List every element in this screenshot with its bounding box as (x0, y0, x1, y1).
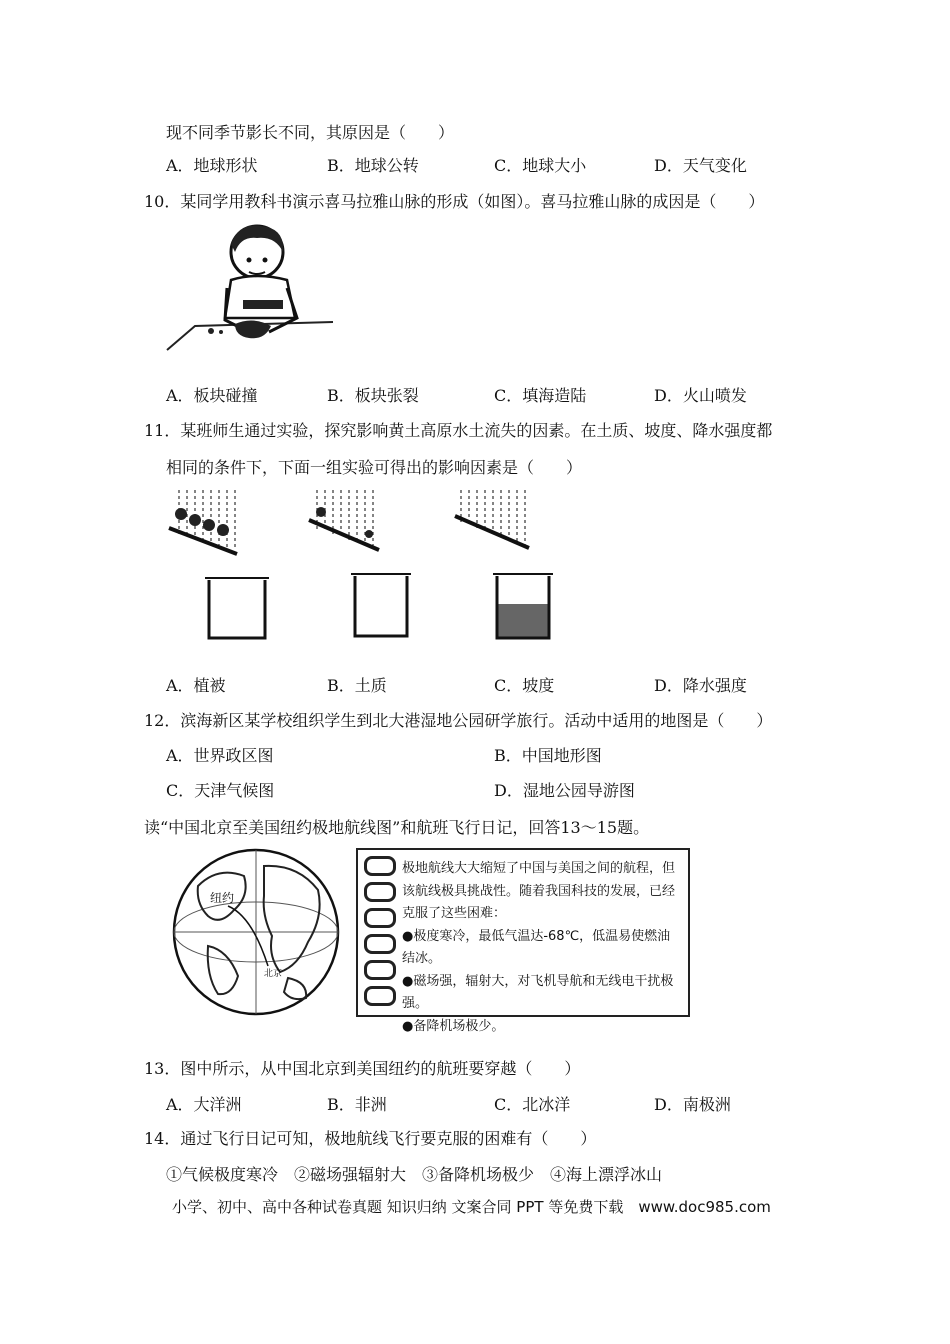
q12-option-a: A．世界政区图 (166, 746, 274, 765)
q9-option-a: A．地球形状 (166, 156, 258, 175)
notebook-ring (364, 986, 396, 1006)
diary-bullet-magnetic: ●磁场强，辐射大，对飞机导航和无线电干扰极强。 (402, 973, 674, 1011)
erosion-experiment-figure (165, 488, 565, 644)
q9-option-c: C．地球大小 (494, 156, 587, 175)
q11-option-c: C．坡度 (494, 676, 555, 695)
q14-items: ①气候极度寒冷 ②磁场强辐射大 ③备降机场极少 ④海上漂浮冰山 (166, 1165, 663, 1184)
q11-stem-line2: 相同的条件下，下面一组实验可得出的影响因素是（ ） (166, 458, 583, 477)
notebook-ring (364, 934, 396, 954)
flight-diary (356, 848, 690, 1034)
q11-option-b: B．土质 (327, 676, 387, 695)
q10-option-b: B．板块张裂 (327, 386, 419, 405)
q10-option-d: D．火山喷发 (654, 386, 747, 405)
q11-option-d: D．降水强度 (654, 676, 747, 695)
map-label-newyork: 纽约 (210, 891, 235, 905)
notebook-ring (364, 960, 396, 980)
diary-paragraph: 极地航线大大缩短了中国与美国之间的航程，但该航线极具挑战性。随着我国科技的发展，已经克服了这些困难： (402, 861, 676, 921)
q13-option-c: C．北冰洋 (494, 1095, 571, 1114)
q12-option-c: C．天津气候图 (166, 781, 275, 800)
q10-stem: 10．某同学用教科书演示喜马拉雅山脉的形成（如图）。喜马拉雅山脉的成因是（ ） (144, 192, 765, 211)
q13-stem: 13．图中所示，从中国北京到美国纽约的航班要穿越（ ） (144, 1059, 581, 1078)
q13-option-d: D．南极洲 (654, 1095, 731, 1114)
diary-bullet-cold: ●极度寒冷，最低气温达-68℃，低温易使燃油结冰。 (402, 928, 671, 966)
q12-stem: 12．滨海新区某学校组织学生到北大港湿地公园研学旅行。活动中适用的地图是（ ） (144, 711, 773, 730)
map-label-beijing: 北京 (264, 969, 283, 979)
q10-option-c: C．填海造陆 (494, 386, 587, 405)
q12-option-b: B．中国地形图 (494, 746, 602, 765)
notebook-ring (364, 882, 396, 902)
notebook-ring (364, 908, 396, 928)
polar-route-map (168, 846, 344, 1018)
student-book-figure (165, 222, 337, 354)
q13-option-b: B．非洲 (327, 1095, 387, 1114)
q9-option-b: B．地球公转 (327, 156, 419, 175)
q9-option-d: D．天气变化 (654, 156, 747, 175)
q9-stem: 现不同季节影长不同，其原因是（ ） (166, 123, 455, 142)
footer-text: 小学、初中、高中各种试卷真题 知识归纳 文案合同 PPT 等免费下载 www.doc985.com (172, 1198, 771, 1216)
diary-bullet-airport: ●备降机场极少。 (402, 1018, 505, 1034)
notebook-ring (364, 856, 396, 876)
intro-text: 读“中国北京至美国纽约极地航线图”和航班飞行日记，回答13～15题。 (144, 818, 650, 837)
q10-option-a: A．板块碰撞 (166, 386, 258, 405)
q11-stem-line1: 11．某班师生通过实验，探究影响黄土高原水土流失的因素。在土质、坡度、降水强度都 (144, 421, 773, 440)
q12-option-d: D．湿地公园导游图 (494, 781, 635, 800)
q14-stem: 14．通过飞行日记可知，极地航线飞行要克服的困难有（ ） (144, 1129, 597, 1148)
q13-option-a: A．大洋洲 (166, 1095, 242, 1114)
q11-option-a: A．植被 (166, 676, 226, 695)
